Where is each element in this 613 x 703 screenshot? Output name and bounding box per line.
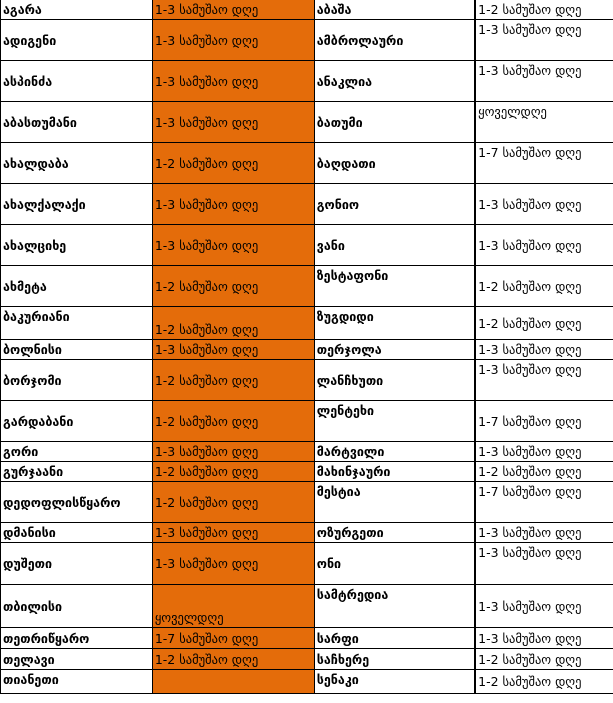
delivery-time-cell: 1-2 სამუშაო დღე bbox=[152, 307, 314, 340]
city-cell: თეთრიწყარო bbox=[1, 628, 153, 649]
delivery-time-cell: 1-7 სამუშაო დღე bbox=[475, 143, 613, 184]
city-cell: აგარა bbox=[1, 0, 153, 20]
delivery-time-cell: 1-2 სამუშაო დღე bbox=[475, 266, 613, 307]
city-cell: ზესტაფონი bbox=[314, 266, 475, 307]
delivery-time-cell: 1-2 სამუშაო დღე bbox=[152, 482, 314, 523]
delivery-time-cell: 1-2 სამუშაო დღე bbox=[152, 143, 314, 184]
delivery-time-cell: 1-3 სამუშაო დღე bbox=[475, 628, 613, 649]
delivery-time-cell: 1-3 სამუშაო დღე bbox=[152, 225, 314, 266]
delivery-time-cell: 1-3 სამუშაო დღე bbox=[152, 0, 314, 20]
delivery-time-cell: 1-2 სამუშაო დღე bbox=[152, 649, 314, 670]
delivery-time-cell: 1-3 სამუშაო დღე bbox=[475, 442, 613, 462]
city-cell: ასპინძა bbox=[1, 61, 153, 102]
delivery-time-cell: 1-3 სამუშაო დღე bbox=[475, 543, 613, 585]
city-cell: თერჯოლა bbox=[314, 340, 475, 360]
city-cell: დუშეთი bbox=[1, 543, 153, 585]
delivery-time-cell: 1-3 სამუშაო დღე bbox=[152, 102, 314, 143]
city-cell: სამტრედია bbox=[314, 585, 475, 628]
delivery-time-cell: 1-3 სამუშაო დღე bbox=[152, 543, 314, 585]
table-row bbox=[1, 225, 613, 266]
table-row bbox=[1, 442, 613, 462]
table-row bbox=[1, 543, 613, 585]
delivery-time-cell: 1-7 სამუშაო დღე bbox=[475, 401, 613, 442]
city-cell: თიანეთი bbox=[1, 670, 153, 694]
city-cell: მარტვილი bbox=[314, 442, 475, 462]
city-cell: ოზურგეთი bbox=[314, 523, 475, 543]
delivery-time-cell: 1-3 სამუშაო დღე bbox=[152, 340, 314, 360]
table-body bbox=[1, 0, 613, 694]
delivery-time-cell bbox=[152, 670, 314, 694]
delivery-time-cell: 1-2 სამუშაო დღე bbox=[475, 649, 613, 670]
delivery-time-cell: 1-2 სამუშაო დღე bbox=[152, 462, 314, 482]
delivery-time-cell: 1-3 სამუშაო დღე bbox=[475, 340, 613, 360]
table-row bbox=[1, 20, 613, 61]
table-row bbox=[1, 61, 613, 102]
delivery-time-cell: 1-2 სამუშაო დღე bbox=[475, 670, 613, 694]
city-cell: ბაღდათი bbox=[314, 143, 475, 184]
delivery-time-cell: 1-2 სამუშაო დღე bbox=[475, 307, 613, 340]
city-cell: დედოფლისწყარო bbox=[1, 482, 153, 523]
city-cell: ახალციხე bbox=[1, 225, 153, 266]
city-cell: ახალდაბა bbox=[1, 143, 153, 184]
city-cell: ახმეტა bbox=[1, 266, 153, 307]
delivery-time-cell: 1-7 სამუშაო დღე bbox=[152, 628, 314, 649]
delivery-time-cell: 1-3 სამუშაო დღე bbox=[152, 442, 314, 462]
delivery-time-cell: 1-2 სამუშაო დღე bbox=[152, 360, 314, 401]
city-cell: ბორჯომი bbox=[1, 360, 153, 401]
city-cell: თელავი bbox=[1, 649, 153, 670]
table-row bbox=[1, 462, 613, 482]
delivery-time-cell: 1-3 სამუშაო დღე bbox=[152, 20, 314, 61]
city-cell: ლენტეხი bbox=[314, 401, 475, 442]
delivery-time-cell: 1-3 სამუშაო დღე bbox=[475, 360, 613, 401]
city-cell: მახინჯაური bbox=[314, 462, 475, 482]
city-cell: ბაკურიანი bbox=[1, 307, 153, 340]
city-cell: დმანისი bbox=[1, 523, 153, 543]
city-cell: ახალქალაქი bbox=[1, 184, 153, 225]
table-row bbox=[1, 670, 613, 694]
city-cell: სენაკი bbox=[314, 670, 475, 694]
city-cell: ვანი bbox=[314, 225, 475, 266]
city-cell: ბოლნისი bbox=[1, 340, 153, 360]
table-row bbox=[1, 401, 613, 442]
table-row bbox=[1, 266, 613, 307]
city-cell: ონი bbox=[314, 543, 475, 585]
city-cell: ზუგდიდი bbox=[314, 307, 475, 340]
delivery-time-cell: 1-3 სამუშაო დღე bbox=[475, 225, 613, 266]
city-cell: მესტია bbox=[314, 482, 475, 523]
delivery-time-cell: 1-2 სამუშაო დღე bbox=[475, 0, 613, 20]
delivery-time-cell: 1-7 სამუშაო დღე bbox=[475, 482, 613, 523]
table-row bbox=[1, 649, 613, 670]
city-cell: ადიგენი bbox=[1, 20, 153, 61]
table-row bbox=[1, 0, 613, 20]
city-cell: აბასთუმანი bbox=[1, 102, 153, 143]
city-cell: გურჯაანი bbox=[1, 462, 153, 482]
city-cell: საჩხერე bbox=[314, 649, 475, 670]
delivery-time-cell: 1-2 სამუშაო დღე bbox=[152, 266, 314, 307]
table-row bbox=[1, 585, 613, 628]
city-cell: სარფი bbox=[314, 628, 475, 649]
city-cell: თბილისი bbox=[1, 585, 153, 628]
table-row bbox=[1, 360, 613, 401]
city-cell: ანაკლია bbox=[314, 61, 475, 102]
delivery-time-cell: 1-3 სამუშაო დღე bbox=[475, 184, 613, 225]
delivery-time-cell: 1-2 სამუშაო დღე bbox=[152, 401, 314, 442]
table-row bbox=[1, 340, 613, 360]
delivery-time-cell: 1-3 სამუშაო დღე bbox=[152, 523, 314, 543]
city-cell: გორი bbox=[1, 442, 153, 462]
table-row bbox=[1, 523, 613, 543]
table-row bbox=[1, 102, 613, 143]
city-cell: ბათუმი bbox=[314, 102, 475, 143]
table-row bbox=[1, 143, 613, 184]
delivery-time-cell: 1-3 სამუშაო დღე bbox=[475, 20, 613, 61]
delivery-time-cell: 1-3 სამუშაო დღე bbox=[152, 184, 314, 225]
delivery-time-cell: 1-3 სამუშაო დღე bbox=[475, 523, 613, 543]
delivery-time-cell: 1-3 სამუშაო დღე bbox=[152, 61, 314, 102]
delivery-time-cell: 1-3 სამუშაო დღე bbox=[475, 585, 613, 628]
city-cell: გონიო bbox=[314, 184, 475, 225]
delivery-time-cell: 1-2 სამუშაო დღე bbox=[475, 462, 613, 482]
table-row bbox=[1, 307, 613, 340]
city-cell: ამბროლაური bbox=[314, 20, 475, 61]
delivery-time-cell: ყოველდღე bbox=[475, 102, 613, 143]
table-row bbox=[1, 184, 613, 225]
city-cell: ლანჩხუთი bbox=[314, 360, 475, 401]
delivery-time-cell: 1-3 სამუშაო დღე bbox=[475, 61, 613, 102]
delivery-time-cell: ყოველდღე bbox=[152, 585, 314, 628]
table-row bbox=[1, 628, 613, 649]
city-cell: გარდაბანი bbox=[1, 401, 153, 442]
table-row bbox=[1, 482, 613, 523]
city-cell: აბაშა bbox=[314, 0, 475, 20]
